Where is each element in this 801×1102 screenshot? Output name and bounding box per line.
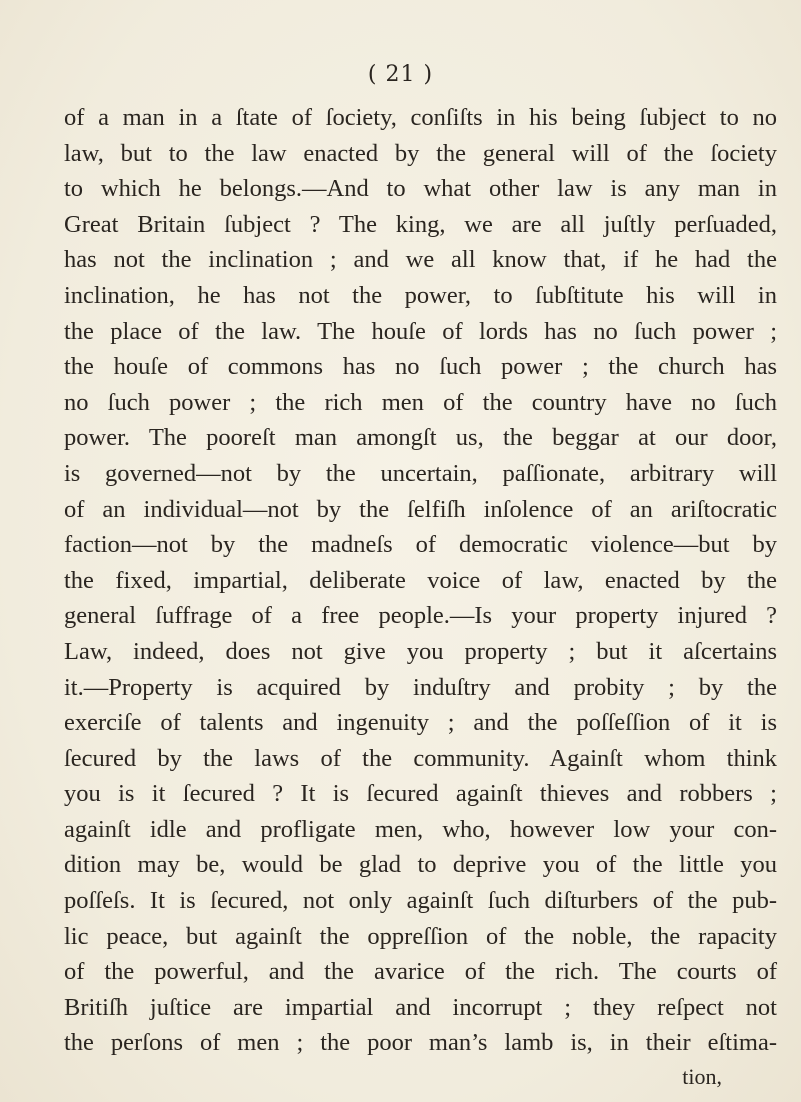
text-line: ſecured by the laws of the community. Againſt whom think <box>64 744 777 772</box>
catchword: tion, <box>682 1064 722 1089</box>
text-line: to which he belongs.—And to what other law is any man in <box>64 175 777 203</box>
body-text <box>64 100 777 1061</box>
page-number: ( 21 ) <box>367 62 434 87</box>
text-line: law, but to the law enacted by the general will of the ſociety <box>64 139 777 167</box>
text-line: Great Britain ſubject ? The king, we are all juſtly perſuaded, <box>64 210 777 238</box>
text-line: inclination, he has not the power, to ſubſtitute his will in <box>64 281 777 309</box>
text-line: general ſuffrage of a free people.—Is your property injured ? <box>64 602 777 630</box>
text-line: the perſons of men ; the poor man’s lamb is, in their eſtima- <box>64 1029 777 1057</box>
text-line: faction—not by the madneſs of democratic violence—but by <box>64 531 777 559</box>
text-line: has not the inclination ; and we all know that, if he had the <box>64 246 777 274</box>
text-line: you is it ſecured ? It is ſecured againſt thieves and robbers ; <box>64 780 777 808</box>
text-line: lic peace, but againſt the oppreſſion of the noble, the rapacity <box>64 922 777 950</box>
text-line: is governed—not by the uncertain, paſſionate, arbitrary will <box>64 459 777 487</box>
text-line: the houſe of commons has no ſuch power ; the church has <box>64 353 777 381</box>
text-line: poſſeſs. It is ſecured, not only againſt ſuch diſturbers of the pub- <box>64 887 777 915</box>
text-line: of the powerful, and the avarice of the rich. The courts of <box>64 958 777 986</box>
text-line: againſt idle and profligate men, who, however low your con- <box>64 815 777 843</box>
text-line: power. The pooreſt man amongſt us, the beggar at our door, <box>64 424 777 452</box>
text-line: dition may be, would be glad to deprive you of the little you <box>64 851 777 879</box>
text-line: the place of the law. The houſe of lords has no ſuch power ; <box>64 317 777 345</box>
text-line: it.—Property is acquired by induſtry and probity ; by the <box>64 673 777 701</box>
text-line: Law, indeed, does not give you property ; but it aſcertains <box>64 637 777 665</box>
text-line: Britiſh juſtice are impartial and incorrupt ; they reſpect not <box>64 993 777 1021</box>
text-line: no ſuch power ; the rich men of the country have no ſuch <box>64 388 777 416</box>
text-line: exerciſe of talents and ingenuity ; and the poſſeſſion of it is <box>64 709 777 737</box>
text-line: of a man in a ſtate of ſociety, conſiſts in his being ſubject to no <box>64 104 777 131</box>
text-line: of an individual—not by the ſelfiſh inſolence of an ariſtocratic <box>64 495 777 523</box>
text-line: the fixed, impartial, deliberate voice of law, enacted by the <box>64 566 777 594</box>
